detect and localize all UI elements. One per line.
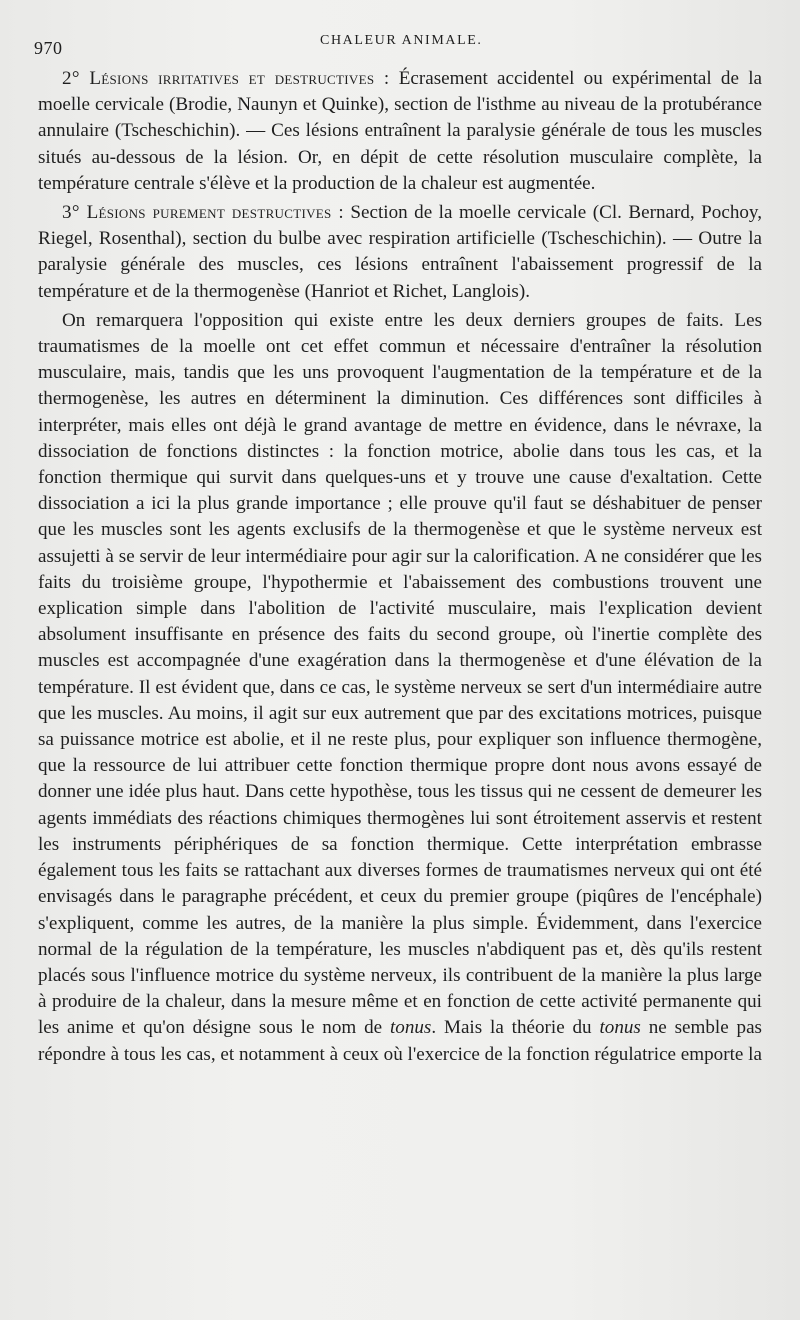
tonus-term: tonus [389, 1017, 432, 1039]
section-body-destructive: Section de la moelle cervicale (Cl. Bernard, Pochoy, Riegel, Rosenthal), section du bulbe avec respiration artificielle (Tscheschichin). — Outre la paralysie générale des muscles, ces lésions entraînent l'abaissement progressif de la température et de la thermogenèse (Hanriot et Richet, Langlois). [38, 202, 762, 302]
paragraph-discussion [38, 308, 762, 1068]
running-head: CHALEUR ANIMALE. [320, 33, 483, 48]
section-body-irritative: Écrasement accidentel ou expérimental de la moelle cervicale (Brodie, Naunyn et Quinke), section de l'isthme au niveau de la protubérance annulaire (Tscheschichin). — Ces lésions entraînent la paralysie générale de tous les muscles situés au-dessous de la lésion. Or, en dépit de cette résolution musculaire complète, la température centrale s'élève et la production de la chaleur est augmentée. [38, 68, 762, 194]
discussion-text: On remarquera l'opposition qui existe entre les deux derniers groupes de faits. Les traumatismes de la moelle ont cet effet commun et nécessaire d'entraîner la résolution musculaire, mais, tandis que les uns provoquent l'augmentation de la température et de la thermogenèse, les autres en déterminent la diminution. Ces différences sont difficiles à interpréter, mais elles ont déjà le grand avantage de mettre en évidence, dans le névraxe, la dissociation de fonctions distinctes : la fonction motrice, abolie dans tous les cas, et la fonction thermique qui survit dans quelques-uns et y trouve une cause d'exaltation. Cette dissociation a ici la plus grande importance ; elle prouve qu'il faut se déshabituer de penser que les muscles sont les agents exclusifs de la thermogenèse et que le système nerveux est assujetti à se servir de leur intermédiaire pour agir sur la calorification. A ne considérer que les faits du troisième groupe, l'hypothermie et l'abaissement des combustions trouvent une explication simple dans l'abolition de l'activité musculaire, mais l'explication devient absolument insuffisante en présence des faits du second groupe, où l'inertie complète des muscles est accompagnée d'une exagération dans la thermogenèse et d'une élévation de la température. Il est évident que, dans ce cas, le système nerveux se sert d'un intermédiaire autre que les muscles. Au moins, il agit sur eux autrement que par des excitations motrices, puisque sa puissance motrice est abolie, et il ne reste plus, pour expliquer son influence thermogène, que la ressource de lui attribuer cette fonction thermique propre dont nous avons essayé de donner une idée plus haut. Dans cette hypothèse, tous les tissus qui ne cessent de demeurer les agents immédiats des réactions chimiques thermogènes lui sont étroitement asservis et restent les instruments périphériques de sa fonction thermique. Cette interprétation embrasse également tous les faits se rattachant aux diverses formes de traumatismes nerveux qui ont été envisagés dans le paragraphe précédent, et ceux du premier groupe (piqûres de l'encéphale) s'expliquent, comme les autres, de la manière la plus simple. Évidemment, dans l'exercice normal de la régulation de la température, les muscles n'abdiquent pas et, dès qu'ils restent placés sous l'influence motrice du système nerveux, ils contribuent de la manière la plus large à produire de la chaleur, dans la mesure même et en fonction de cette activité permanente qui les anime et qu'on désigne sous le nom de [38, 309, 762, 1039]
tonus-term-second: tonus [599, 1017, 641, 1039]
discussion-text-end: ne semble pas répondre à tous les cas, et notamment à ceux où l'exercice de la fonction régulatrice emporte la [38, 1017, 762, 1065]
page-number: 970 [34, 38, 63, 58]
page-body [38, 66, 762, 1068]
section-heading-irritative: 2° Lésions irritatives et destructives : [62, 68, 390, 89]
paragraph-irritative-lesions [38, 66, 762, 197]
discussion-text-continued: . Mais la théorie du [431, 1017, 592, 1039]
section-heading-destructive: 3° Lésions purement destructives : [62, 202, 344, 224]
paragraph-destructive-lesions [38, 200, 762, 305]
